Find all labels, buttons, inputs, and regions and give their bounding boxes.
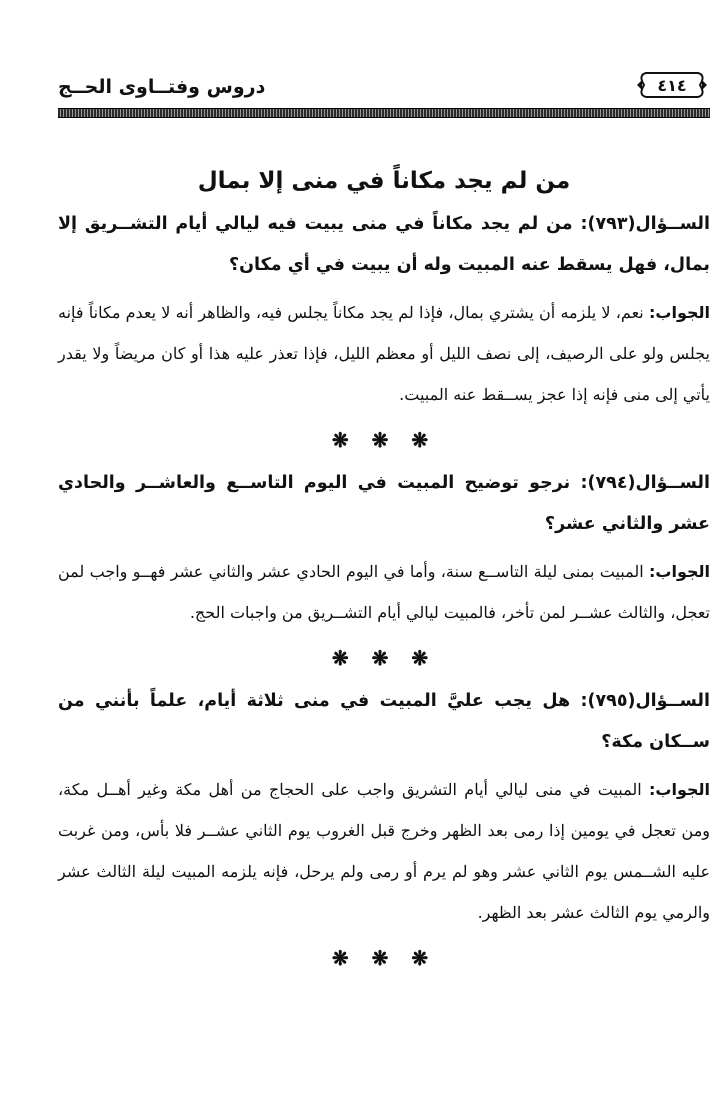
- answer-793: [58, 292, 710, 415]
- question-794: [58, 463, 710, 545]
- question-text: هل يجب عليَّ المبيت في منى ثلاثة أيام، علماً بأنني من ســكان مكة؟: [58, 691, 710, 752]
- answer-795: [58, 769, 710, 933]
- question-793: [58, 204, 710, 286]
- answer-label: الجواب:: [648, 303, 710, 322]
- header-rule: [58, 108, 710, 118]
- question-label: الســؤال(٧٩٤):: [580, 473, 710, 493]
- asterism-separator: ❋ ❋ ❋: [331, 946, 437, 970]
- section-title: من لم يجد مكاناً في منى إلا بمال: [197, 168, 571, 194]
- running-title: دروس وفتــاوى الحــج: [58, 76, 266, 98]
- answer-text: نعم، لا يلزمه أن يشتري بمال، فإذا لم يجد مكاناً يجلس فيه، والظاهر أنه لا يعدم مكاناً فإنه يجلس ولو على الرصيف، إلى نصف الليل أو معظم الليل، فإذا تعذر عليه هذا أو كان مريضاً ولا يقدر يأتي إلى منى فإنه إذا عجز يســقط عنه المبيت.: [58, 303, 711, 404]
- page-header: [58, 70, 710, 110]
- asterism-separator: ❋ ❋ ❋: [331, 428, 437, 452]
- question-text: من لم يجد مكاناً في منى يبيت فيه ليالي أيام التشــريق إلا بمال، فهل يسقط عنه المبيت وله أن يبيت في أي مكان؟: [58, 214, 710, 275]
- answer-label: الجواب:: [648, 562, 710, 581]
- question-795: [58, 681, 710, 763]
- question-label: الســؤال(٧٩٣):: [580, 214, 710, 234]
- answer-text: المبيت في منى ليالي أيام التشريق واجب على الحجاج من أهل مكة وغير أهــل مكة، ومن تعجل في يومين إذا رمى بعد الظهر وخرج قبل الغروب يوم الثاني عشــر فلا بأس، ومن غربت عليه الشــمس يوم الثاني عشر وهو لم يرم أو رمى ولم يرحل، فإنه يلزمه المبيت ليلة الثالث عشر والرمي يوم الثالث عشر بعد الظهر.: [58, 780, 710, 922]
- asterism-separator: ❋ ❋ ❋: [331, 646, 437, 670]
- question-text: نرجو توضيح المبيت في اليوم التاســع والعاشــر والحادي عشر والثاني عشر؟: [58, 473, 710, 534]
- answer-label: الجواب:: [648, 780, 710, 799]
- answer-text: المبيت بمنى ليلة التاســع سنة، وأما في اليوم الحادي عشر والثاني عشر فهــو واجب لمن تعجل، والثالث عشــر لمن تأخر، فالمبيت ليالي أيام التشــريق من واجبات الحج.: [58, 562, 710, 622]
- answer-794: [58, 551, 710, 633]
- content: [58, 160, 710, 981]
- question-label: الســؤال(٧٩٥):: [580, 691, 710, 711]
- page-number-badge: [634, 70, 710, 100]
- page-number: ٤١٤: [657, 75, 687, 95]
